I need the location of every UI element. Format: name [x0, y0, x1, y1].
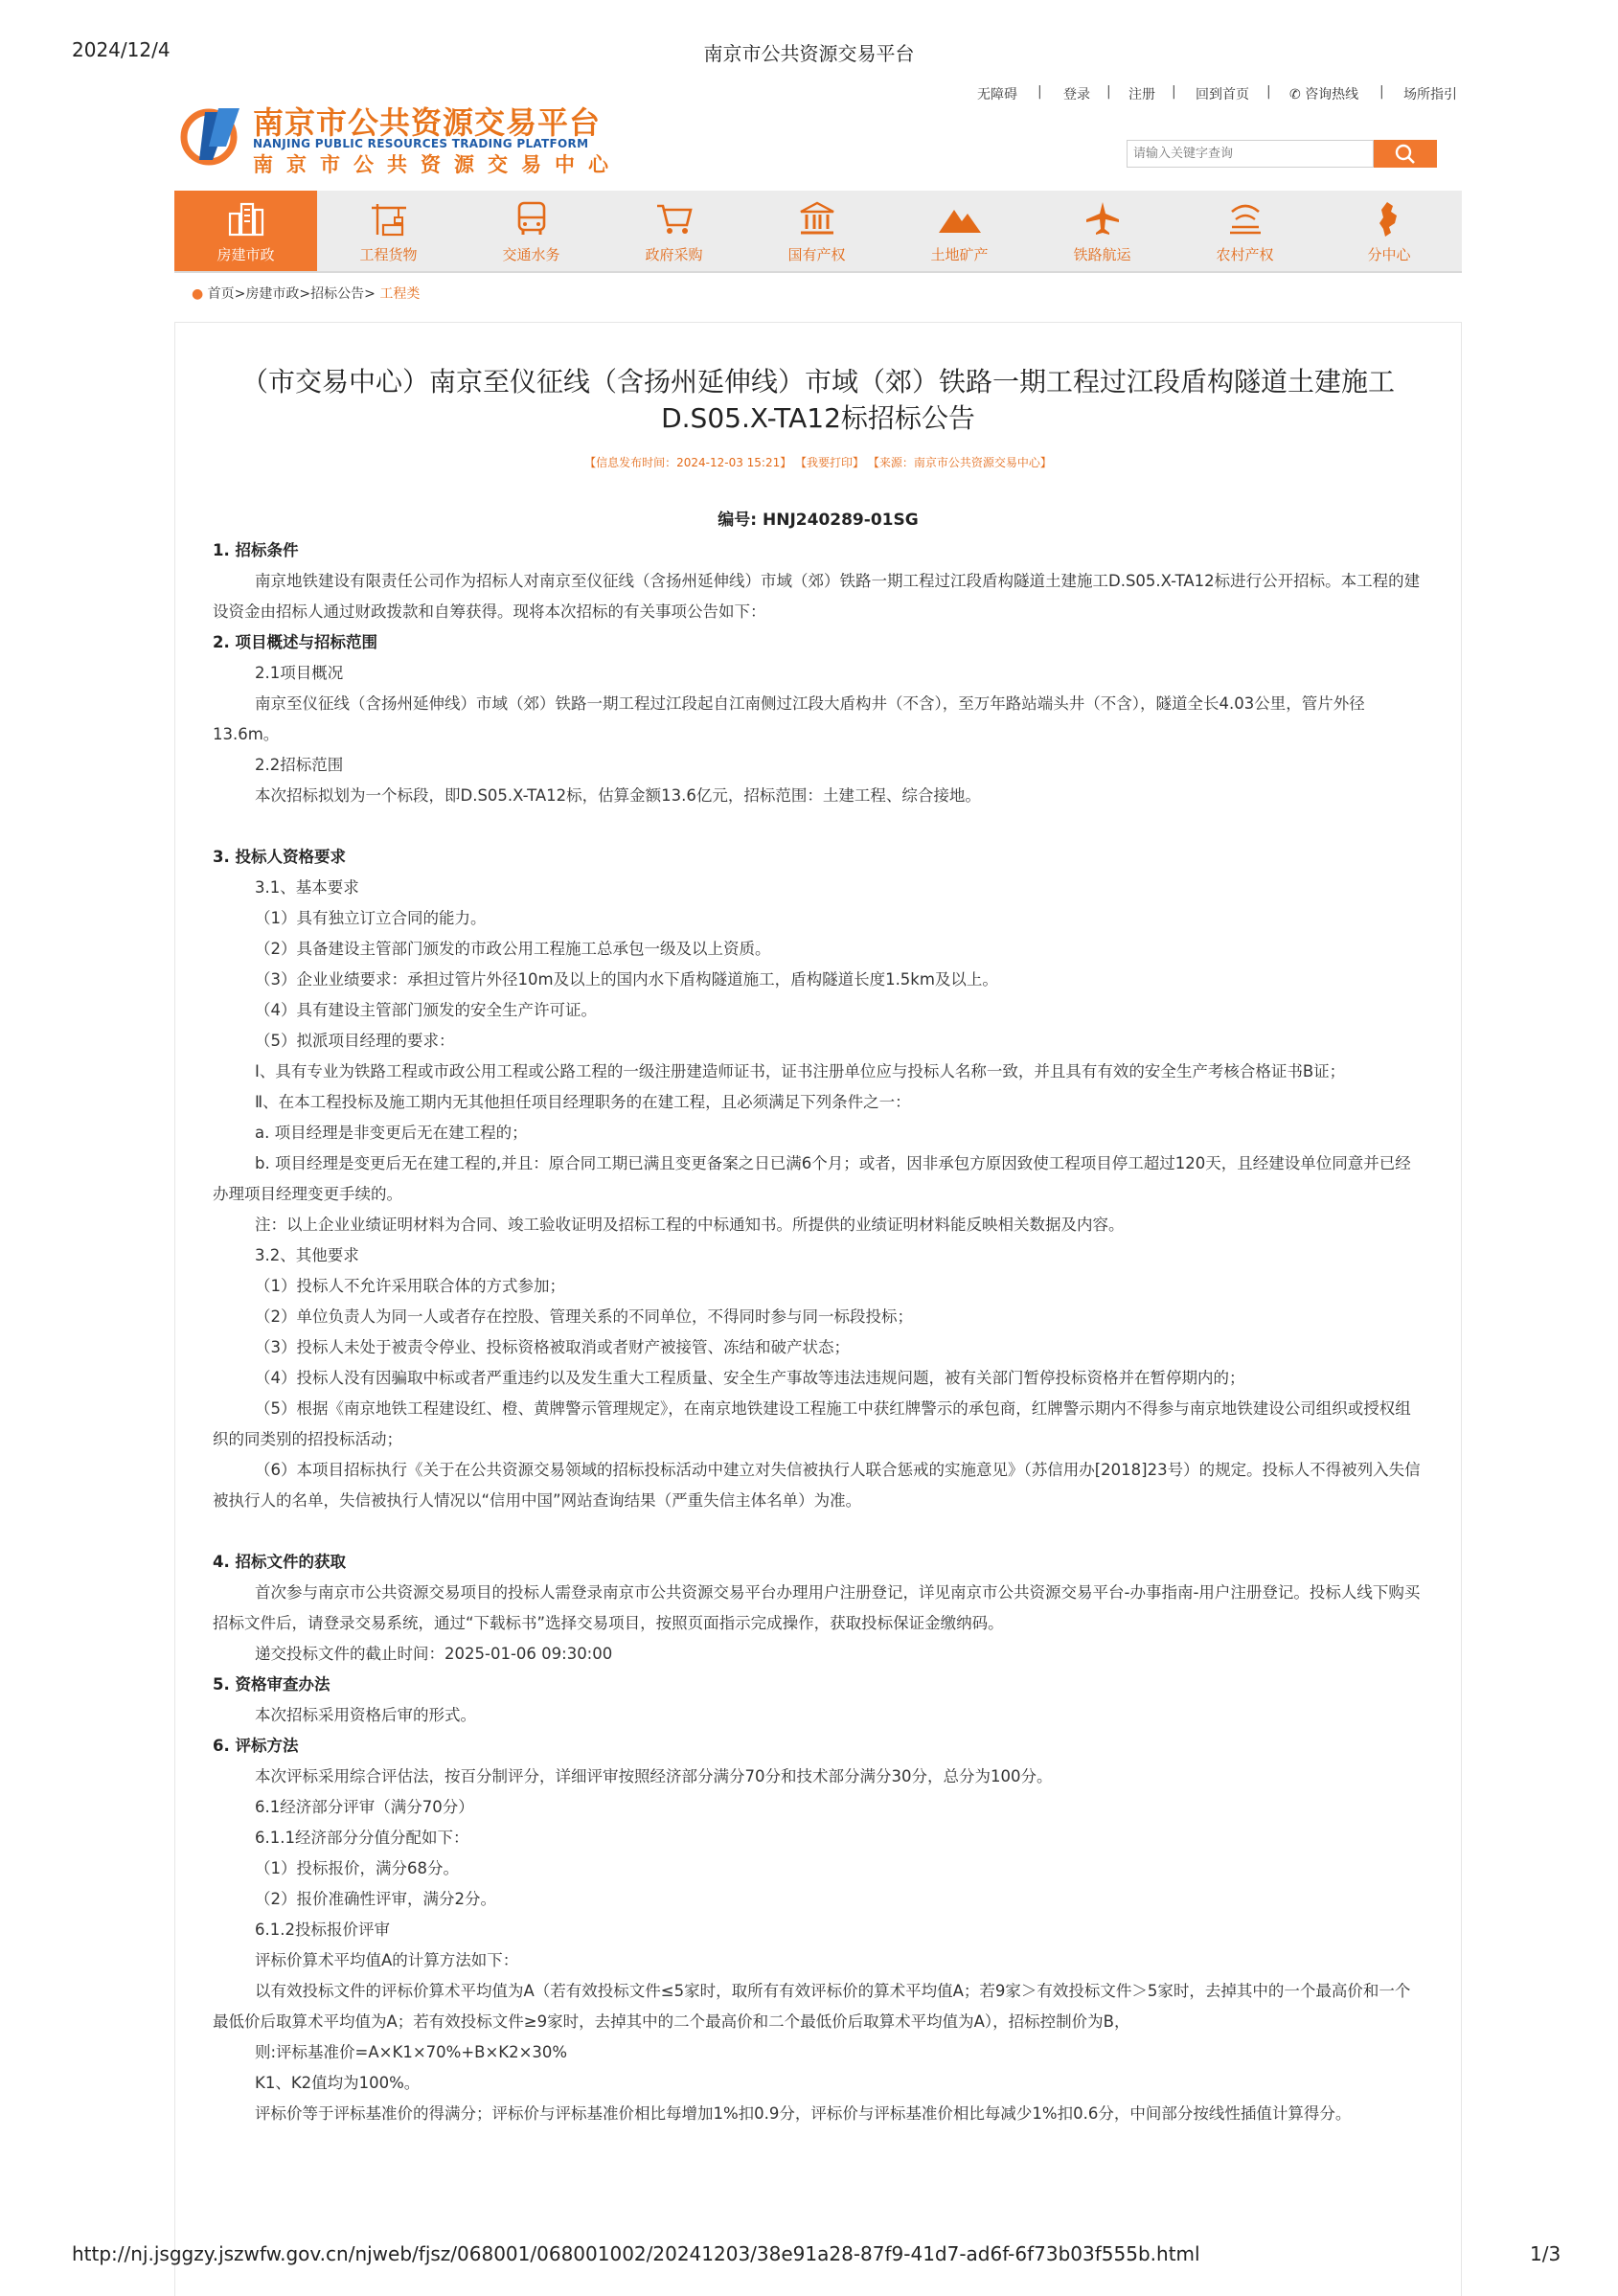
- nav-item-land-mineral[interactable]: [888, 191, 1031, 271]
- paragraph: （2）具备建设主管部门颁发的市政公用工程施工总承包一级及以上资质。: [255, 940, 771, 958]
- section-heading: 6. 评标方法: [213, 1737, 299, 1755]
- paragraph: （3）投标人未处于被责令停业、投标资格被取消或者财产被接管、冻结和破产状态；: [255, 1338, 850, 1356]
- search-button[interactable]: [1374, 140, 1437, 168]
- document-number: 编号: HNJ240289-01SG: [718, 511, 919, 530]
- paragraph: 评标价等于评标基准价的得满分；评标价与评标基准价相比每增加1%扣0.9分，评标价与评标基准价相比每减少1%扣0.6分，中间部分按线性插值计算得分。: [255, 2104, 1352, 2123]
- paragraph: Ⅱ、在本工程投标及施工期内无其他担任项目经理职务的在建工程，且必须满足下列条件之一：: [255, 1093, 911, 1111]
- home-link[interactable]: 回到首页: [1196, 87, 1249, 102]
- paragraph-gap: [213, 811, 1422, 842]
- article-body: [213, 535, 1422, 2129]
- nav-label: 铁路航运: [1073, 246, 1131, 263]
- paragraph: 南京地铁建设有限责任公司作为招标人对南京至仪征线（含扬州延伸线）市域（郊）铁路一期工程过江段盾构隧道土建施工D.S05.X-TA12标进行公开招标。本工程的建设资金由招标人通过财政拨款和自筹获得。现将本次招标的有关事项公告如下：: [213, 572, 1421, 621]
- print-date: 2024/12/4: [72, 38, 171, 61]
- article-title-line: D.S05.X-TA12标招标公告: [661, 402, 975, 434]
- paragraph: （1）具有独立订立合同的能力。: [255, 909, 487, 927]
- paragraph-gap: [213, 1516, 1422, 1547]
- article-title-line: （市交易中心）南京至仪征线（含扬州延伸线）市域（郊）铁路一期工程过江段盾构隧道土建施工: [240, 366, 1395, 398]
- paragraph: 评标价算术平均值A的计算方法如下：: [255, 1951, 519, 1969]
- breadcrumb-current: 工程类: [379, 286, 421, 302]
- paragraph: 3.2、其他要求: [255, 1246, 359, 1264]
- paragraph: 递交投标文件的截止时间：2025-01-06 09:30:00: [255, 1645, 613, 1663]
- paragraph: 6.1.1经济部分分值分配如下：: [255, 1829, 469, 1847]
- paragraph: 6.1.2投标报价评审: [255, 1921, 390, 1939]
- print-page-number: 1/3: [1530, 2242, 1561, 2265]
- paragraph: 本次评标采用综合评估法，按百分制评分，详细评审按照经济部分满分70分和技术部分满分30分，总分为100分。: [255, 1767, 1053, 1785]
- breadcrumb-path[interactable]: >房建市政>招标公告>: [234, 286, 380, 302]
- top-links: [958, 84, 1456, 107]
- article-title: [174, 364, 1462, 437]
- map-icon: [1370, 200, 1408, 239]
- section-heading: 2. 项目概述与招标范围: [213, 633, 377, 651]
- paragraph: （6）本项目招标执行《关于在公共资源交易领域的招标投标活动中建立对失信被执行人联合惩戒的实施意见》（苏信用办[2018]23号）的规定。投标人不得被列入失信被执行人的名单，失信被执行人情况以“信用中国”网站查询结果（严重失信主体名单）为准。: [213, 1461, 1421, 1510]
- separator: |: [1266, 84, 1271, 100]
- paragraph: （3）企业业绩要求：承担过管片外径10m及以上的国内水下盾构隧道施工，盾构隧道长度1.5km及以上。: [255, 970, 998, 989]
- nav-label: 工程货物: [359, 246, 418, 263]
- paragraph: （4）具有建设主管部门颁发的安全生产许可证。: [255, 1001, 597, 1019]
- section-heading: 5. 资格审查办法: [213, 1675, 330, 1694]
- paragraph: （2）单位负责人为同一人或者存在控股、管理关系的不同单位，不得同时参与同一标段投标；: [255, 1307, 913, 1326]
- print-url: http://nj.jsggzy.jszwfw.gov.cn/njweb/fjsz/068001/068001002/20241203/38e91a28-87f9-41d7-ad6f-6f73b03f555b.html: [72, 2242, 1200, 2265]
- cart-icon: [655, 200, 694, 237]
- site-logo[interactable]: [180, 99, 630, 176]
- logo-title: 南京市公共资源交易平台: [253, 104, 602, 141]
- nav-label: 交通水务: [502, 246, 560, 263]
- paragraph: （4）投标人没有因骗取中标或者严重违约以及发生重大工程质量、安全生产事故等违法违规问题，被有关部门暂停投标资格并在暂停期内的；: [255, 1369, 1245, 1387]
- paragraph: 本次招标采用资格后审的形式。: [255, 1706, 476, 1724]
- logo-english: NANJING PUBLIC RESOURCES TRADING PLATFORM: [253, 137, 589, 150]
- crane-icon: [370, 200, 408, 237]
- nav-item-state-property[interactable]: [745, 191, 888, 271]
- paragraph: （5）根据《南京地铁工程建设红、橙、黄牌警示管理规定》，在南京地铁建设工程施工中获红牌警示的承包商，红牌警示期内不得参与南京地铁建设公司组织或授权组织的同类别的招投标活动；: [213, 1399, 1411, 1448]
- building-icon: [227, 200, 265, 237]
- paragraph: 2.2招标范围: [255, 756, 344, 774]
- paragraph: 3.1、基本要求: [255, 878, 359, 897]
- paragraph: 2.1项目概况: [255, 664, 344, 682]
- breadcrumb: [192, 284, 420, 303]
- search-icon: [1394, 144, 1417, 165]
- paragraph: Ⅰ、具有专业为铁路工程或市政公用工程或公路工程的一级注册建造师证书，证书注册单位应与投标人名称一致，并且具有有效的安全生产考核合格证书B证；: [255, 1062, 1346, 1080]
- phone-icon: ✆: [1289, 87, 1301, 102]
- nav-item-engineering-goods[interactable]: [317, 191, 460, 271]
- nav-label: 分中心: [1367, 246, 1411, 263]
- login-link[interactable]: 登录: [1063, 87, 1090, 102]
- article-meta: 【信息发布时间：2024-12-03 15:21】 【我要打印】 【来源：南京市公共资源交易中心】: [584, 456, 1052, 469]
- nav-item-housing[interactable]: [174, 191, 317, 271]
- nav-item-rural-property[interactable]: [1174, 191, 1316, 271]
- paragraph: （2）报价准确性评审，满分2分。: [255, 1890, 496, 1908]
- paragraph: 南京至仪征线（含扬州延伸线）市域（郊）铁路一期工程过江段起自江南侧过江段大盾构井（不含），至万年路站端头井（不含），隧道全长4.03公里，管片外径13.6m。: [213, 694, 1365, 743]
- bank-icon: [798, 200, 836, 237]
- paragraph: 以有效投标文件的评标价算术平均值为A（若有效投标文件≤5家时，取所有有效评标价的算术平均值A；若9家＞有效投标文件＞5家时，去掉其中的一个最高价和一个最低价后取算术平均值为A；若有效投标文件≥9家时，去掉其中的二个最高价和二个最低价后取算术平均值为A），招标控制价为B，: [213, 1982, 1411, 2031]
- nav-item-rail-shipping[interactable]: [1031, 191, 1174, 271]
- paragraph: 则:评标基准价=A×K1×70%+B×K2×30%: [255, 2043, 568, 2061]
- breadcrumb-home[interactable]: 首页: [207, 286, 235, 302]
- print-header: [0, 38, 1618, 67]
- nav-label: 农村产权: [1216, 246, 1274, 263]
- paragraph: 6.1经济部分评审（满分70分）: [255, 1798, 474, 1816]
- nav-label: 政府采购: [645, 246, 703, 263]
- paragraph: a. 项目经理是非变更后无在建工程的；: [255, 1124, 528, 1142]
- paragraph: b. 项目经理是变更后无在建工程的,并且：原合同工期已满且变更备案之日已满6个月；或者，因非承包方原因致使工程项目停工超过120天，且经建设单位同意并已经办理项目经理变更手续的。: [213, 1154, 1411, 1203]
- section-heading: 3. 投标人资格要求: [213, 848, 346, 866]
- nav-label: 土地矿产: [930, 246, 989, 263]
- paragraph: （1）投标人不允许采用联合体的方式参加；: [255, 1277, 565, 1295]
- search-input[interactable]: [1127, 140, 1374, 168]
- nav-item-branch-center[interactable]: [1316, 191, 1462, 271]
- logo-subtitle: 南京市公共资源交易中心: [253, 153, 622, 176]
- hotline-label: 咨询热线: [1305, 87, 1359, 102]
- plane-icon: [1083, 200, 1122, 237]
- section-heading: 4. 招标文件的获取: [213, 1553, 346, 1571]
- logo-mark-icon: [180, 104, 245, 166]
- nav-item-traffic-water[interactable]: [460, 191, 603, 271]
- location-pin-icon: ●: [192, 286, 204, 302]
- print-page-title: 南京市公共资源交易平台: [703, 42, 915, 65]
- paragraph: 注：以上企业业绩证明材料为合同、竣工验收证明及招标工程的中标通知书。所提供的业绩证明材料能反映相关数据及内容。: [255, 1216, 1125, 1234]
- paragraph: （1）投标报价，满分68分。: [255, 1859, 459, 1877]
- paragraph: 首次参与南京市公共资源交易项目的投标人需登录南京市公共资源交易平台办理用户注册登记，详见南京市公共资源交易平台-办事指南-用户注册登记。投标人线下购买招标文件后，请登录交易系统，通过“下载标书”选择交易项目，按照页面指示完成操作，获取投标保证金缴纳码。: [213, 1583, 1421, 1632]
- paragraph: K1、K2值均为100%。: [255, 2074, 421, 2092]
- separator: |: [1106, 84, 1111, 100]
- separator: |: [1379, 84, 1384, 100]
- nav-item-gov-procurement[interactable]: [603, 191, 745, 271]
- paragraph: 本次招标拟划为一个标段，即D.S05.X-TA12标，估算金额13.6亿元，招标范围：土建工程、综合接地。: [255, 786, 981, 805]
- accessibility-link[interactable]: 无障碍: [977, 87, 1017, 102]
- farm-icon: [1226, 200, 1265, 237]
- section-heading: 1. 招标条件: [213, 541, 299, 559]
- register-link[interactable]: 注册: [1128, 87, 1155, 102]
- main-nav: [174, 191, 1462, 273]
- separator: |: [1037, 84, 1042, 100]
- paragraph: （5）拟派项目经理的要求：: [255, 1032, 455, 1050]
- nav-label: 房建市政: [216, 246, 275, 263]
- search-box: [1127, 140, 1437, 170]
- venue-guide-link[interactable]: 场所指引: [1403, 87, 1457, 102]
- separator: |: [1172, 84, 1176, 100]
- mountain-icon: [937, 200, 983, 237]
- hotline-link[interactable]: [1289, 84, 1358, 103]
- bus-icon: [513, 200, 551, 237]
- nav-label: 国有产权: [787, 246, 846, 263]
